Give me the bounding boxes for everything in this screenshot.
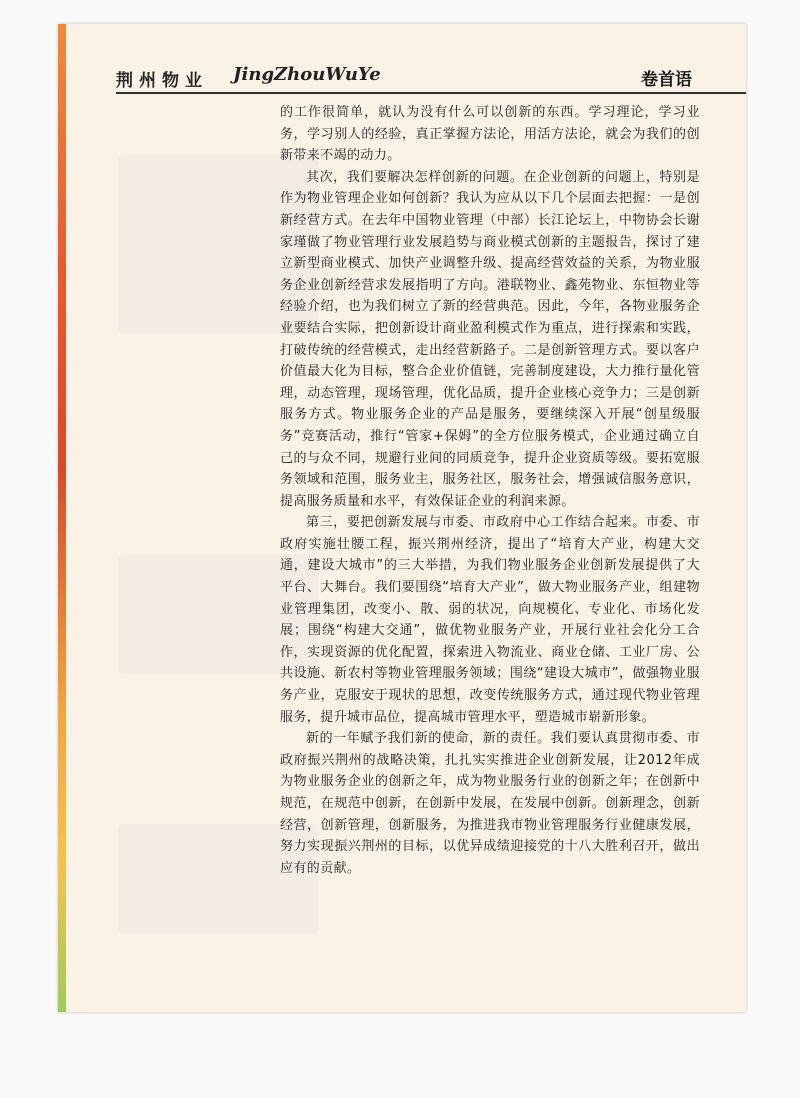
magazine-title: 荆州物业 (116, 71, 208, 91)
magazine-page (58, 24, 746, 1012)
paragraph-2: 其次，我们要解决怎样创新的问题。在企业创新的问题上，特别是作为物业管理企业如何创新？我认为应从以下几个层面去把握：一是创新经营方式。在去年中国物业管理（中部）长江论坛上，中物协会长谢家瑾做了物业管理行业发展趋势与商业模式创新的主题报告，探讨了建立新型商业模式、加快产业调整升级、提高经营效益的关系，为物业服务企业创新经营求发展指明了方向。港联物业、鑫苑物业、东恒物业等经验介绍，也为我们树立了新的经营典范。因此，今年，各物业服务企业要结合实际，把创新设计商业盈利模式作为重点，进行探索和实践，打破传统的经营模式，走出经营新路子。二是创新管理方式。要以客户价值最大化为目标，整合企业价值链，完善制度建设，大力推行量化管理，动态管理，现场管理，优化品质，提升企业核心竞争力；三是创新服务方式。物业服务企业的产品是服务，要继续深入开展“创星级服务”竞赛活动，推行“管家+保姆”的全方位服务模式，企业通过确立自己的与众不同，规避行业间的同质竞争，提升企业资质等级。要拓宽服务领域和范围，服务业主，服务社区，服务社会，增强诚信服务意识，提高服务质量和水平，有效保证企业的利润来源。 (280, 169, 700, 509)
page-spine-stripe (58, 24, 66, 1012)
paragraph-4: 新的一年赋予我们新的使命，新的责任。我们要认真贯彻市委、市政府振兴荆州的战略决策，扎扎实实推进企业创新发展，让2012年成为物业服务企业的创新之年，成为物业服务行业的创新之年；在创新中规范，在规范中创新，在创新中发展，在发展中创新。创新理念，创新经营，创新管理，创新服务，为推进我市物业管理服务行业健康发展，努力实现振兴荆州的目标，以优异成绩迎接党的十八大胜利召开，做出应有的贡献。 (280, 731, 700, 876)
page-header (108, 62, 746, 98)
article-body (280, 102, 700, 879)
magazine-pinyin-title: JingZhouWuYe (233, 64, 381, 85)
paragraph-3: 第三，要把创新发展与市委、市政府中心工作结合起来。市委、市政府实施壮腰工程，振兴荆州经济，提出了“培育大产业，构建大交通，建设大城市”的三大举措，为我们物业服务企业创新发展提供了大平台、大舞台。我们要围绕“培育大产业”，做大物业服务产业，组建物业管理集团，改变小、散、弱的状况，向规模化、专业化、市场化发展；围绕“构建大交通”，做优物业服务产业，开展行业社会化分工合作，实现资源的优化配置，探索进入物流业、商业仓储、工业厂房、公共设施、新农村等物业管理服务领域；围绕“建设大城市”，做强物业服务产业，克服安于现状的思想，改变传统服务方式，通过现代物业管理服务，提升城市品位，提高城市管理水平，塑造城市崭新形象。 (280, 515, 700, 725)
paragraph-1: 的工作很简单，就认为没有什么可以创新的东西。学习理论，学习业务，学习别人的经验，真正掌握方法论，用活方法论，就会为我们的创新带来不竭的动力。 (280, 105, 700, 164)
section-label: 卷首语 (641, 70, 692, 90)
header-rule (116, 92, 746, 94)
